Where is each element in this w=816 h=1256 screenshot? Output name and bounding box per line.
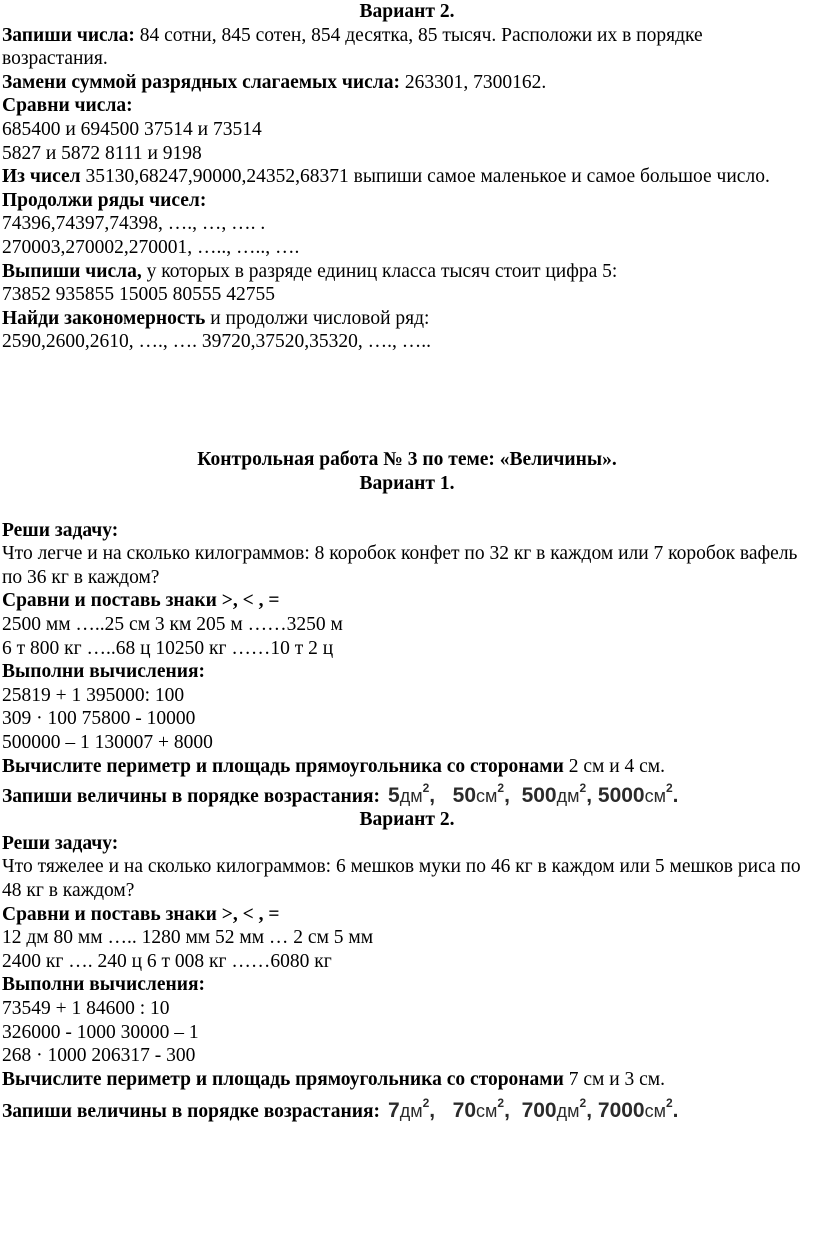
v1-order-values xyxy=(388,780,679,809)
v2-compare-line1: 12 дм 80 мм ….. 1280 мм 52 мм … 2 см 5 мм xyxy=(2,927,374,949)
v1-order-task: Запиши величины в порядке возрастания: $5дм^2$, $50см^2$, $500дм^2$, $5000см^2$. xyxy=(2,780,679,807)
v2-problem-label: Реши задачу: xyxy=(2,832,119,854)
v2-compare-label: Сравни и поставь знаки >, < , = xyxy=(2,903,280,925)
v2-value-3: $700дм^2$, xyxy=(521,1095,593,1122)
variant-2-title: Вариант 2. xyxy=(359,1,455,22)
v2-order-values xyxy=(388,1095,679,1124)
v1-calc-line3: 500000 – 1 130007 + 8000 xyxy=(2,732,213,754)
v1-value-3: $500дм^2$, xyxy=(521,780,593,807)
variant-1-title: Вариант 1. xyxy=(359,472,455,494)
v1-value-2: $50см^2$, xyxy=(452,780,516,807)
v2-calc-label: Выполни вычисления: xyxy=(2,974,205,996)
v1-compare-line2: 6 т 800 кг …..68 ц 10250 кг ……10 т 2 ц xyxy=(2,637,334,659)
task-compare-label: Сравни числа: xyxy=(2,95,133,117)
v2-calc-line3: 268 · 1000 206317 - 300 xyxy=(2,1045,196,1067)
v1-value-1: $5дм^2$, xyxy=(388,780,447,807)
document-page xyxy=(2,0,812,1123)
v2-perimeter-task: Вычислите периметр и площадь прямоугольника со сторонами 7 см и 3 см. xyxy=(2,1068,666,1090)
test-title: Контрольная работа № 3 по теме: «Величины». xyxy=(197,448,617,470)
task-write-numbers: Запиши числа: 84 сотни, 845 сотен, 854 десятка, 85 тысяч. Расположи их в порядке возрастания. xyxy=(2,24,703,70)
v1-compare-label: Сравни и поставь знаки >, < , = xyxy=(2,590,280,612)
task-write-out-numbers: 73852 935855 15005 80555 42755 xyxy=(2,284,275,306)
v1-compare-line1: 2500 мм …..25 см 3 км 205 м ……3250 м xyxy=(2,614,343,636)
task-min-max: Из чисел 35130,68247,90000,24352,68371 выпиши самое маленькое и самое большое число. xyxy=(2,166,770,188)
task-compare-line1: 685400 и 694500 37514 и 73514 xyxy=(2,118,262,140)
v2-problem-text: Что тяжелее и на сколько килограммов: 6 мешков муки по 46 кг в каждом или 5 мешков риса по 48 кг в каждом? xyxy=(2,856,801,901)
v1-value-4: $5000см^2$. xyxy=(597,780,679,807)
v2-calc-line1: 73549 + 1 84600 : 10 xyxy=(2,997,170,1019)
v1-problem-label: Реши задачу: xyxy=(2,519,119,541)
v2-value-4: $7000см^2$. xyxy=(597,1095,679,1122)
v2-value-2: $70см^2$, xyxy=(452,1095,516,1122)
task-compare-line2: 5827 и 5872 8111 и 9198 xyxy=(2,142,202,164)
v1-problem-text: Что легче и на сколько килограммов: 8 коробок конфет по 32 кг в каждом или 7 коробок вафель по 36 кг в каждом? xyxy=(2,543,798,588)
v1-perimeter-task: Вычислите периметр и площадь прямоугольника со сторонами 2 см и 4 см. xyxy=(2,755,666,777)
task-write-out: Выпиши числа, у которых в разряде единиц класса тысяч стоит цифра 5: xyxy=(2,260,618,282)
task-continue-line2: 270003,270002,270001, ….., ….., …. xyxy=(2,236,300,258)
v2-compare-line2: 2400 кг …. 240 ц 6 т 008 кг ……6080 кг xyxy=(2,950,332,972)
task-pattern-series: 2590,2600,2610, …., …. 39720,37520,35320, …., ….. xyxy=(2,331,431,353)
v2-calc-line2: 326000 - 1000 30000 – 1 xyxy=(2,1021,199,1043)
v1-calc-line1: 25819 + 1 395000: 100 xyxy=(2,684,185,706)
v2-value-1: $7дм^2$, xyxy=(388,1095,447,1122)
task-continue-line1: 74396,74397,74398, …., …, …. . xyxy=(2,213,266,235)
v1-calc-line2: 309 · 100 75800 - 10000 xyxy=(2,708,196,730)
variant-2b-title: Вариант 2. xyxy=(359,809,455,831)
v2-order-task: Запиши величины в порядке возрастания: $7дм^2$, $70см^2$, $700дм^2$, $7000см^2$. xyxy=(2,1095,679,1122)
task-expanded-form: Замени суммой разрядных слагаемых числа: 263301, 7300162. xyxy=(2,71,547,93)
task-pattern: Найди закономерность и продолжи числовой ряд: xyxy=(2,307,430,329)
v1-calc-label: Выполни вычисления: xyxy=(2,661,205,683)
task-continue-label: Продолжи ряды чисел: xyxy=(2,189,207,211)
